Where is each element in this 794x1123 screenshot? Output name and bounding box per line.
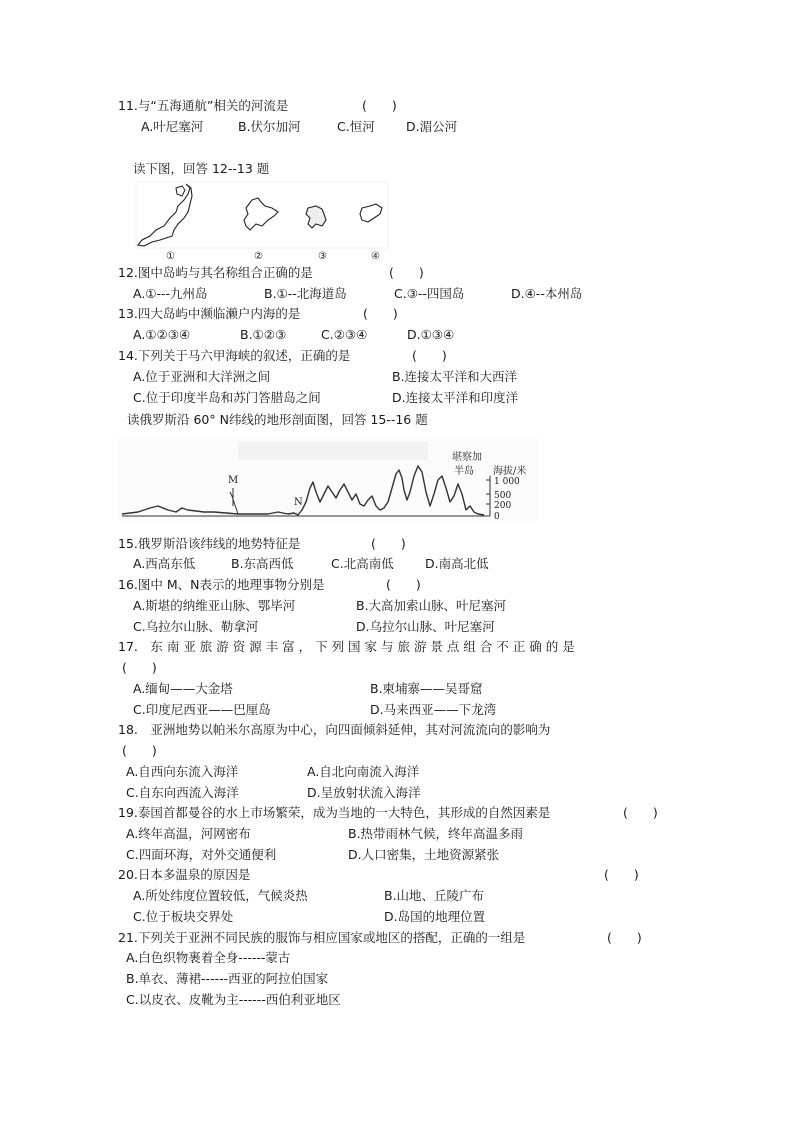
q18-option-c: C.自东向西流入海洋 (126, 785, 239, 800)
island-4-outline (360, 204, 382, 222)
island-2-outline (244, 198, 278, 230)
q16-option-b: B.大高加索山脉、叶尼塞河 (356, 598, 507, 613)
q12-answer-paren: ( ) (389, 265, 424, 280)
q11-option-a: A.叶尼塞河 (141, 119, 204, 134)
tick-200: 200 (494, 501, 512, 511)
japan-islands-figure (130, 178, 400, 262)
q17-option-c: C.印度尼西亚——巴厘岛 (133, 702, 271, 717)
q11-option-d: D.湄公河 (406, 119, 458, 134)
q12-option-b: B.①--北海道岛 (264, 286, 347, 301)
tick-0: 0 (494, 512, 500, 522)
q15-option-b: B.东高西低 (231, 556, 294, 571)
q19-option-a: A.终年高温，河网密布 (126, 826, 251, 841)
q13-option-d: D.①③④ (407, 327, 455, 342)
q14-option-d: D.连接太平洋和印度洋 (392, 390, 519, 405)
fig1-intro: 读下图，回答 12--13 题 (133, 161, 270, 176)
russia-60n-profile-figure (118, 436, 538, 526)
mark-m-label: M (228, 475, 239, 486)
q15-stem: 15.俄罗斯沿该纬线的地势特征是 (118, 536, 301, 551)
peninsula-label-line2: 半岛 (454, 466, 474, 477)
q17-stem: 17. 东 南 亚 旅 游 资 源 丰 富 ， 下 列 国 家 与 旅 游 景 点 组 合 不 正 确 的 是 (118, 639, 575, 654)
mark-n-label: N (294, 497, 303, 508)
q18-option-b: A.自北向南流入海洋 (307, 764, 420, 779)
q16-option-d: D.乌拉尔山脉、叶尼塞河 (356, 619, 495, 634)
tick-500: 500 (494, 491, 512, 501)
island-1-inlet (176, 186, 185, 196)
q18-answer-paren: ( ) (122, 743, 157, 758)
q12-option-a: A.①---九州岛 (133, 286, 208, 301)
q18-option-a: A.自西向东流入海洋 (126, 764, 239, 779)
q12-option-d: D.④--本州岛 (511, 286, 583, 301)
tick-1000: 1 000 (494, 477, 520, 487)
q12-stem: 12.图中岛屿与其名称组合正确的是 (118, 265, 313, 280)
q18-stem: 18. 亚洲地势以帕米尔高原为中心，向四面倾斜延伸，其对河流流向的影响为 (118, 722, 551, 737)
q11-stem: 11.与“五海通航”相关的河流是 (118, 98, 289, 113)
q17-answer-paren: ( ) (122, 660, 157, 675)
elevation-unit-label: 海拔/米 (493, 466, 527, 477)
q14-stem: 14.下列关于马六甲海峡的叙述，正确的是 (118, 348, 351, 363)
peninsula-label-line1: 堪察加 (452, 452, 482, 463)
q13-answer-paren: ( ) (363, 306, 398, 321)
island-label-4: ④ (371, 251, 380, 262)
q19-option-b: B.热带雨林气候，终年高温多雨 (348, 826, 524, 841)
q18-option-d: D.呈放射状流入海洋 (307, 785, 421, 800)
q21-option-b: B.单衣、薄裙------西亚的阿拉伯国家 (126, 971, 329, 986)
q16-option-c: C.乌拉尔山脉、勒拿河 (133, 619, 259, 634)
q17-option-d: D.马来西亚——下龙湾 (370, 702, 497, 717)
q13-option-c: C.②③④ (321, 327, 368, 342)
q11-option-b: B.伏尔加河 (238, 119, 301, 134)
island-label-1: ① (166, 251, 175, 262)
q17-option-a: A.缅甸——大金塔 (133, 681, 233, 696)
q21-option-c: C.以皮衣、皮靴为主------西伯利亚地区 (126, 992, 341, 1007)
q14-option-b: B.连接太平洋和大西洋 (392, 369, 518, 384)
fig2-intro: 读俄罗斯沿 60° N纬线的地形剖面图，回答 15--16 题 (127, 412, 428, 427)
q11-option-c: C.恒河 (337, 119, 375, 134)
q12-option-c: C.③--四国岛 (394, 286, 465, 301)
q19-answer-paren: ( ) (623, 805, 658, 820)
q14-option-c: C.位于印度半岛和苏门答腊岛之间 (133, 390, 321, 405)
q20-stem: 20.日本多温泉的原因是 (118, 867, 251, 882)
q21-answer-paren: ( ) (607, 930, 642, 945)
q15-option-d: D.南高北低 (425, 556, 489, 571)
q15-option-a: A.西高东低 (133, 556, 196, 571)
q16-answer-paren: ( ) (386, 577, 421, 592)
q20-answer-paren: ( ) (604, 867, 639, 882)
q14-answer-paren: ( ) (412, 348, 447, 363)
q15-answer-paren: ( ) (371, 536, 406, 551)
q19-option-c: C.四面环海，对外交通便利 (126, 847, 277, 862)
q19-option-d: D.人口密集，土地资源紧张 (348, 847, 500, 862)
q13-option-b: B.①②③ (240, 327, 287, 342)
q13-option-a: A.①②③④ (133, 327, 191, 342)
q13-stem: 13.四大岛屿中濒临濑户内海的是 (118, 306, 301, 321)
q20-option-c: C.位于板块交界处 (133, 909, 234, 924)
q20-option-a: A.所处纬度位置较低，气候炎热 (133, 888, 308, 903)
q14-option-a: A.位于亚洲和大洋洲之间 (133, 369, 271, 384)
island-label-2: ② (254, 251, 263, 262)
q21-option-a: A.白色织物裹着全身------蒙古 (126, 950, 291, 965)
q20-option-d: D.岛国的地理位置 (384, 909, 486, 924)
island-3-outline (306, 206, 326, 228)
island-label-3: ③ (318, 251, 327, 262)
q16-stem: 16.图中 M、N表示的地理事物分别是 (118, 577, 325, 592)
q19-stem: 19.泰国首都曼谷的水上市场繁荣，成为当地的一大特色，其形成的自然因素是 (118, 805, 551, 820)
q17-option-b: B.柬埔寨——吴哥窟 (370, 681, 483, 696)
q20-option-b: B.山地、丘陵广布 (384, 888, 485, 903)
q15-option-c: C.北高南低 (331, 556, 394, 571)
q16-option-a: A.斯堪的纳维亚山脉、鄂毕河 (133, 598, 296, 613)
q11-answer-paren: ( ) (362, 98, 397, 113)
q21-stem: 21.下列关于亚洲不同民族的服饰与相应国家或地区的搭配，正确的一组是 (118, 930, 526, 945)
